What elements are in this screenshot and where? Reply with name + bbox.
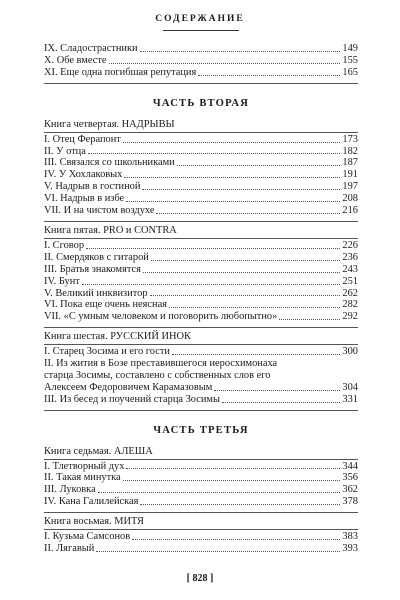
leader-dots xyxy=(98,491,341,493)
toc-entry-page: 173 xyxy=(342,133,358,145)
toc-entry xyxy=(44,169,358,181)
toc-entry-page: 243 xyxy=(342,263,358,275)
leader-dots xyxy=(123,141,341,143)
toc-entry-page: 344 xyxy=(342,460,358,472)
toc-entry-title: I. Отец Ферапонт xyxy=(44,133,121,145)
toc-entry-page: 378 xyxy=(342,496,358,508)
toc-entry-page: 292 xyxy=(342,311,358,323)
toc-entry-title: II. Такая минутка xyxy=(44,472,121,484)
toc-entry-page: 304 xyxy=(342,381,358,393)
toc-entry-title: III. Связался со школьниками xyxy=(44,157,175,169)
book-heading: Книга шестая. РУССКИЙ ИНОК xyxy=(44,331,191,343)
toc-entry xyxy=(44,394,358,406)
book-entries xyxy=(44,240,358,323)
toc-entry-title: V. Надрыв в гостиной xyxy=(44,181,141,193)
section-separator xyxy=(44,83,358,84)
toc-entry-page: 383 xyxy=(342,531,358,543)
toc-entry-page: 362 xyxy=(342,484,358,496)
book-entries xyxy=(44,346,358,406)
toc-entry-page: 149 xyxy=(342,43,358,54)
part-title: ЧАСТЬ ВТОРАЯ xyxy=(152,97,250,109)
toc-entry-page: 208 xyxy=(342,193,358,205)
leader-dots xyxy=(156,212,340,214)
book-heading-rule xyxy=(44,459,358,460)
toc-entry-title: III. Из бесед и поучений старца Зосимы xyxy=(44,393,220,405)
toc-entry-title: III. Луковка xyxy=(44,484,96,496)
page-number: [ 828 ] xyxy=(186,573,214,584)
leader-dots xyxy=(279,318,340,320)
toc-entry-title: VI. Пока еще очень неясная xyxy=(44,299,167,311)
book-heading-rule xyxy=(44,344,358,345)
toc-entry-page: 187 xyxy=(342,157,358,169)
toc-entry-title: II. Лягавый xyxy=(44,543,95,554)
book-entries xyxy=(44,134,358,217)
toc-entry xyxy=(44,240,358,252)
toc-entry-page: 236 xyxy=(342,251,358,263)
leader-dots xyxy=(140,503,340,505)
book-heading: Книга восьмая. МИТЯ xyxy=(44,516,144,528)
leader-dots xyxy=(140,50,341,52)
toc-entry xyxy=(44,484,358,496)
toc-entry-title: I. Старец Зосима и его гости xyxy=(44,346,170,358)
leader-dots xyxy=(82,283,341,285)
book-heading: Книга пятая. PRO и CONTRA xyxy=(44,224,177,236)
leader-dots xyxy=(126,467,340,469)
leader-dots xyxy=(150,294,341,296)
toc-entry-title: VII. «С умным человеком и поговорить любопытно» xyxy=(44,311,278,323)
toc-entry-title: I. Тлетворный дух xyxy=(44,460,125,472)
toc-entry-page: 262 xyxy=(342,287,358,299)
toc-entry-page: 155 xyxy=(342,54,358,66)
leader-dots xyxy=(124,176,340,178)
toc-entry-title-line: II. Из жития в Бозе преставившегося иеросхимонаха xyxy=(44,358,278,370)
toc-entry-page: 197 xyxy=(342,181,358,193)
toc-entry xyxy=(44,288,358,300)
leader-dots xyxy=(126,200,340,202)
running-head: СОДЕРЖАНИЕ xyxy=(155,14,245,24)
leader-dots xyxy=(222,401,340,403)
book-entries xyxy=(44,461,358,509)
toc-entry-title: III. Братья знакомятся xyxy=(44,263,141,275)
leader-dots xyxy=(169,306,340,308)
section-separator xyxy=(44,327,358,328)
leader-dots xyxy=(143,271,340,273)
book-heading-rule xyxy=(44,238,358,239)
book-entries xyxy=(44,531,358,555)
toc-entry-page: 165 xyxy=(342,66,358,78)
leader-dots xyxy=(214,389,340,391)
toc-entry xyxy=(44,543,358,555)
toc-top-entries xyxy=(44,43,358,79)
toc-entry-page: 191 xyxy=(342,169,358,181)
leader-dots xyxy=(142,188,340,190)
toc-entry-title: II. У отца xyxy=(44,145,86,157)
toc-entry xyxy=(44,496,358,508)
toc-entry-title: IV. Кана Галилейская xyxy=(44,496,139,508)
toc-entry-title-line: Алексеем Федоровичем Карамазовым xyxy=(44,381,213,393)
book-heading: Книга четвертая. НАДРЫВЫ xyxy=(44,118,175,130)
toc-entry xyxy=(44,472,358,484)
toc-entry xyxy=(44,311,358,323)
leader-dots xyxy=(123,479,341,481)
toc-entry xyxy=(44,276,358,288)
toc-entry xyxy=(44,461,358,473)
book-heading: Книга седьмая. АЛЕША xyxy=(44,445,153,457)
section-separator xyxy=(44,512,358,513)
toc-entry xyxy=(44,134,358,146)
toc-entry-title: II. Смердяков с гитарой xyxy=(44,251,149,263)
leader-dots xyxy=(177,164,341,166)
leader-dots xyxy=(151,259,341,261)
toc-entry-title: XI. Еще одна погибшая репутация xyxy=(44,66,197,78)
toc-entry xyxy=(44,55,358,67)
part-title: ЧАСТЬ ТРЕТЬЯ xyxy=(153,424,249,436)
toc-entry xyxy=(44,264,358,276)
toc-entry xyxy=(44,299,358,311)
toc-entry xyxy=(44,193,358,205)
toc-entry-page: 282 xyxy=(342,299,358,311)
leader-dots xyxy=(88,152,341,154)
toc-entry-title: IV. У Хохлаковых xyxy=(44,169,123,181)
table-of-contents xyxy=(44,43,358,555)
leader-dots xyxy=(86,247,340,249)
toc-entry-title: IV. Бунт xyxy=(44,275,80,287)
toc-entry-page: 300 xyxy=(342,346,358,358)
book-heading-rule xyxy=(44,132,358,133)
toc-entry-last-line xyxy=(44,382,358,394)
toc-entry xyxy=(44,157,358,169)
toc-entry-page: 251 xyxy=(342,275,358,287)
leader-dots xyxy=(109,62,341,64)
toc-entry-title: VII. И на чистом воздухе xyxy=(44,205,155,217)
toc-entry-page: 393 xyxy=(342,543,358,554)
toc-entry-page: 356 xyxy=(342,472,358,484)
toc-entry-page: 216 xyxy=(342,205,358,217)
toc-entry xyxy=(44,67,358,79)
toc-entry-title: IX. Сладострастники xyxy=(44,43,138,54)
toc-entry-title: X. Обе вместе xyxy=(44,54,107,66)
toc-entry-title: V. Великий инквизитор xyxy=(44,287,148,299)
toc-entry-title: I. Кузьма Самсонов xyxy=(44,531,131,543)
toc-entry xyxy=(44,43,358,55)
toc-entry xyxy=(44,531,358,543)
book-heading-rule xyxy=(44,529,358,530)
toc-entry-title-line: старца Зосимы, составлено с собственных слов его xyxy=(44,369,271,381)
toc-entry-page: 182 xyxy=(342,145,358,157)
leader-dots xyxy=(198,74,340,76)
toc-entry xyxy=(44,346,358,358)
toc-entry xyxy=(44,252,358,264)
toc-entry-page: 331 xyxy=(342,393,358,405)
running-head-rule xyxy=(163,30,239,31)
section-separator xyxy=(44,410,358,411)
toc-entry-title: VI. Надрыв в избе xyxy=(44,193,125,205)
toc-entry xyxy=(44,205,358,217)
toc-entry xyxy=(44,181,358,193)
leader-dots xyxy=(172,353,340,355)
leader-dots xyxy=(96,550,340,552)
section-separator xyxy=(44,221,358,222)
leader-dots xyxy=(132,538,340,540)
toc-entry-title: I. Сговор xyxy=(44,239,85,251)
toc-entry-page: 226 xyxy=(342,239,358,251)
toc-entry-multiline xyxy=(44,358,358,394)
toc-entry xyxy=(44,146,358,158)
